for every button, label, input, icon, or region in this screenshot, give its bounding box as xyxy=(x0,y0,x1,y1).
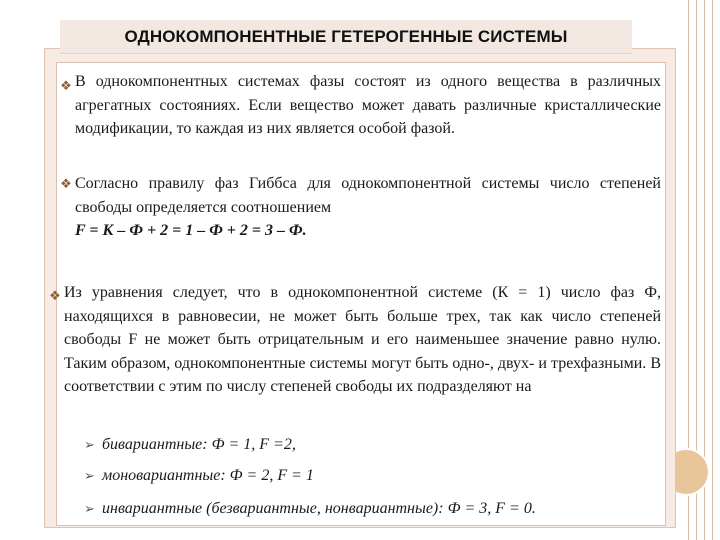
gibbs-formula: F = К – Ф + 2 = 1 – Ф + 2 = 3 – Ф. xyxy=(75,222,307,239)
diamond-bullet-icon: ❖ xyxy=(60,78,72,93)
paragraph-3: Из уравнения следует, что в однокомпонентной системе (К = 1) число фаз Ф, находящихся в равновесии, не может быть больше трех, так как число степеней свободы F не может быть отрицательным и его наименьшее значение равно нулю. Таким образом, однокомпонентные системы могут быть одно-, двух- и трехфазными. В соответствии с этим по числу степеней свободы их подразделяют на xyxy=(64,284,661,395)
slide-title: ОДНОКОМПОНЕНТНЫЕ ГЕТЕРОГЕННЫЕ СИСТЕМЫ xyxy=(124,26,568,46)
diamond-bullet-icon: ❖ xyxy=(60,176,72,191)
arrow-bullet-icon: ➢ xyxy=(84,438,95,453)
arrow-bullet-icon: ➢ xyxy=(84,502,95,517)
sub-item-bivariant: бивариантные: Ф = 1, F =2, xyxy=(102,436,296,453)
paragraph-2: Согласно правилу фаз Гиббса для однокомпонентной системы число степеней свободы определяется соотношением F = К – Ф + 2 = 1 – Ф + 2 = 3 – Ф. xyxy=(75,172,661,243)
title-bar xyxy=(60,20,632,54)
paragraph-1: В однокомпонентных системах фазы состоят из одного вещества в различных агрегатных состояниях. Если вещество может давать различные кристаллические модификации, то каждая из них является особой фазой. xyxy=(75,73,661,137)
diamond-bullet-icon: ❖ xyxy=(49,288,61,303)
sub-item-monovariant: моновариантные: Ф = 2, F = 1 xyxy=(102,467,314,484)
sub-item-invariant: инвариантные (безвариантные, нонвариантные): Ф = 3, F = 0. xyxy=(102,500,536,517)
arrow-bullet-icon: ➢ xyxy=(84,469,95,484)
